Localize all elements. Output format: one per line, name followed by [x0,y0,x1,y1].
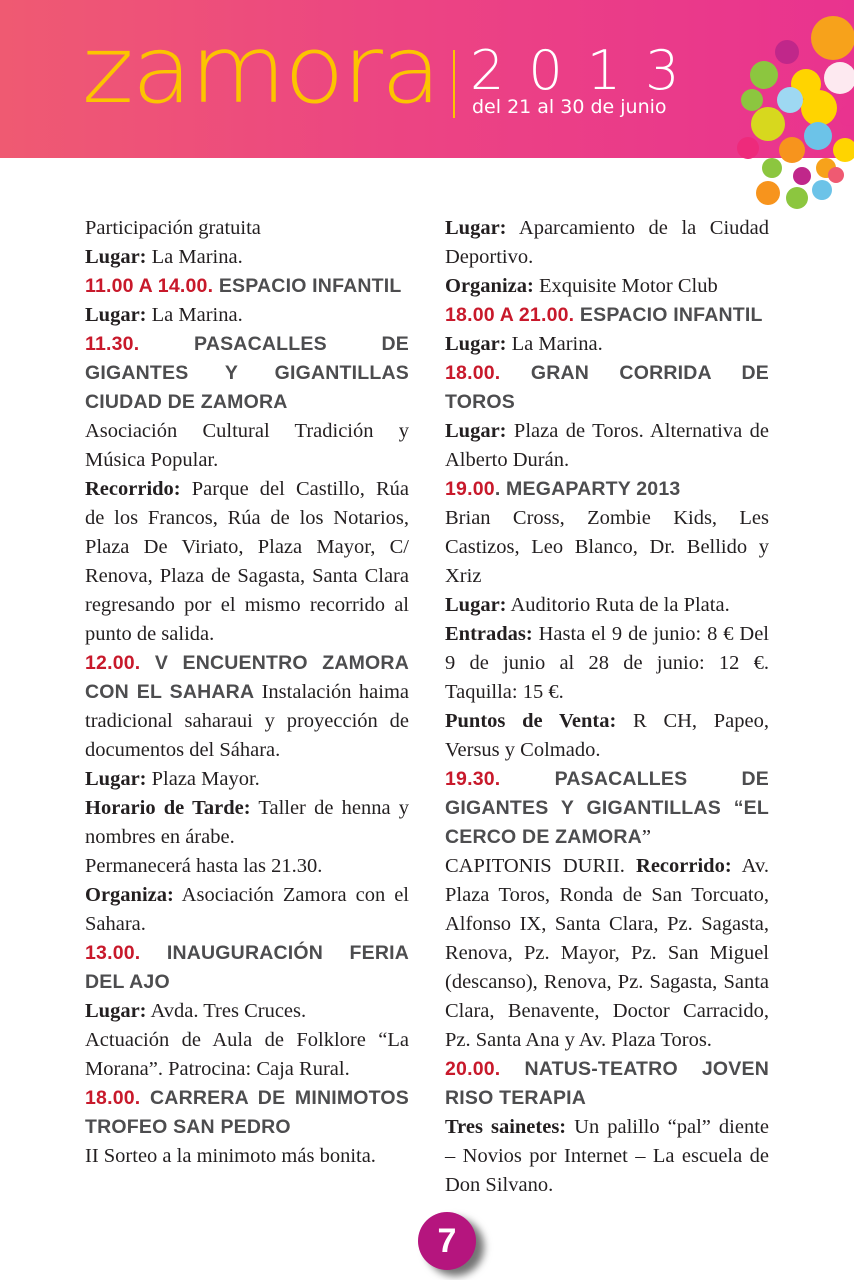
event-description: Instalación haima tradicional saharaui y proyección de documentos del Sáhara. [85,681,409,761]
page-number-badge: 7 [418,1212,476,1270]
field-label: Recorrido: [636,855,732,877]
header-divider [453,50,455,118]
event-time: 20.00. [445,1058,501,1080]
event-title: NATUS-TEATRO JOVEN RISO TERAPIA [445,1058,769,1109]
field-label: Lugar: [445,594,507,616]
event-title: ESPACIO INFANTIL [213,275,402,297]
field-value: Taller de henna y nombres en árabe. [85,797,409,848]
body-text: II Sorteo a la minimoto más bonita. [85,1145,376,1167]
field-label: Tres sainetes: [445,1116,567,1138]
field-value: La Marina. [506,333,603,355]
field-value: Hasta el 9 de junio: 8 € Del 9 de junio al 28 de junio: 12 €. Taquilla: 15 €. [445,623,769,703]
body-text: Brian Cross, Zombie Kids, Les Castizos, Leo Blanco, Dr. Bellido y Xriz [445,507,769,587]
page-header [0,0,854,158]
event-title: V ENCUENTRO ZAMORA CON EL SAHARA [85,652,409,703]
event-time: 11.00 A 14.00. [85,275,214,297]
field-value: Av. Plaza Toros, Ronda de San Torcuato, Alfonso IX, Santa Clara, Pz. Sagasta, Renova, Pz. Mayor, Pz. San Miguel (descanso), Renova, Pz. Sagasta, Santa Clara, Benavente, Doctor Carracido, Pz. Santa Ana y Av. Plaza Toros. [445,855,769,1051]
field-label: Lugar: [85,304,147,326]
field-label: Organiza: [85,884,174,906]
header-dates: del 21 al 30 de junio [472,96,667,118]
left-paragraph [85,475,409,649]
left-event-heading [85,939,409,997]
event-title: ESPACIO INFANTIL [574,304,763,326]
field-label: Entradas: [445,623,533,645]
field-value: Avda. Tres Cruces. [146,1000,307,1022]
event-time: 18.00 A 21.00. [445,304,575,326]
event-time: 19.00 [445,478,495,500]
right-paragraph [445,504,769,591]
event-time: 18.00. [445,362,501,384]
event-title: . MEGAPARTY 2013 [494,478,681,500]
left-paragraph [85,417,409,475]
left-event-heading [85,1084,409,1142]
field-label: Organiza: [445,275,534,297]
field-label: Lugar: [445,217,507,239]
field-value: Plaza Mayor. [146,768,260,790]
left-paragraph [85,881,409,939]
left-paragraph [85,301,409,330]
right-paragraph [445,330,769,359]
left-event-heading [85,272,409,301]
right-paragraph [445,852,769,1055]
body-text: Asociación Cultural Tradición y Música Popular. [85,420,409,471]
right-event-heading [445,301,769,330]
left-paragraph [85,794,409,852]
left-paragraph [85,243,409,272]
right-event-heading [445,359,769,417]
field-value: Aparcamiento de la Ciudad Deportivo. [445,217,769,268]
header-year: 2013 [470,39,704,102]
left-event-heading [85,330,409,417]
right-paragraph [445,214,769,272]
field-value: Plaza de Toros. Alternativa de Alberto Durán. [445,420,769,471]
right-event-heading [445,475,769,504]
event-time: 19.30. [445,768,501,790]
field-value: Un palillo “pal” diente – Novios por Internet – La escuela de Don Silvano. [445,1116,769,1196]
right-paragraph [445,1113,769,1200]
event-title: GRAN CORRIDA DE TOROS [445,362,769,413]
event-title: PASACALLES DE GIGANTES Y GIGANTILLAS CIUDAD DE ZAMORA [85,333,409,413]
right-paragraph [445,620,769,707]
field-value: Exquisite Motor Club [533,275,718,297]
left-paragraph [85,1142,409,1171]
body-text: CAPITONIS DURII. [445,855,637,877]
brand-title: zamora [82,16,440,125]
event-title: PASACALLES DE GIGANTES Y GIGANTILLAS “EL CERCO DE ZAMORA [445,768,769,848]
right-paragraph [445,272,769,301]
right-paragraph [445,707,769,765]
field-label: Puntos de Venta: [445,710,617,732]
left-paragraph [85,1026,409,1084]
field-label: Recorrido: [85,478,181,500]
event-time: 13.00. [85,942,141,964]
field-label: Horario de Tarde: [85,797,251,819]
field-label: Lugar: [445,333,507,355]
event-title: CARRERA DE MINIMOTOS TROFEO SAN PEDRO [85,1087,409,1138]
body-text: Permanecerá hasta las 21.30. [85,855,323,877]
left-event-heading [85,649,409,765]
right-paragraph [445,417,769,475]
right-paragraph [445,591,769,620]
field-value: R CH, Papeo, Versus y Colmado. [445,710,770,761]
right-event-heading [445,1055,769,1113]
event-time: 11.30. [85,333,140,355]
field-value: Auditorio Ruta de la Plata. [506,594,730,616]
field-value: La Marina. [146,246,243,268]
left-column [85,214,409,1171]
body-text: Participación gratuita [85,217,261,239]
event-time: 12.00. [85,652,141,674]
event-title: INAUGURACIÓN FERIA DEL AJO [85,942,409,993]
left-paragraph [85,765,409,794]
event-description: ” [641,826,652,848]
left-paragraph [85,852,409,881]
field-label: Lugar: [85,1000,147,1022]
left-paragraph [85,214,409,243]
body-text: Actuación de Aula de Folklore “La Morana”. Patrocina: Caja Rural. [85,1029,409,1080]
event-time: 18.00. [85,1087,141,1109]
field-label: Lugar: [85,768,147,790]
field-label: Lugar: [85,246,147,268]
field-value: La Marina. [146,304,243,326]
field-value: Parque del Castillo, Rúa de los Francos, Rúa de los Notarios, Plaza De Viriato, Plaza Mayor, C/ Renova, Plaza de Sagasta, Santa Clara regresando por el mismo recorrido al punto de salida. [85,478,409,645]
right-event-heading [445,765,769,852]
field-label: Lugar: [445,420,507,442]
left-paragraph [85,997,409,1026]
field-value: Asociación Zamora con el Sahara. [85,884,409,935]
right-column [445,214,769,1200]
